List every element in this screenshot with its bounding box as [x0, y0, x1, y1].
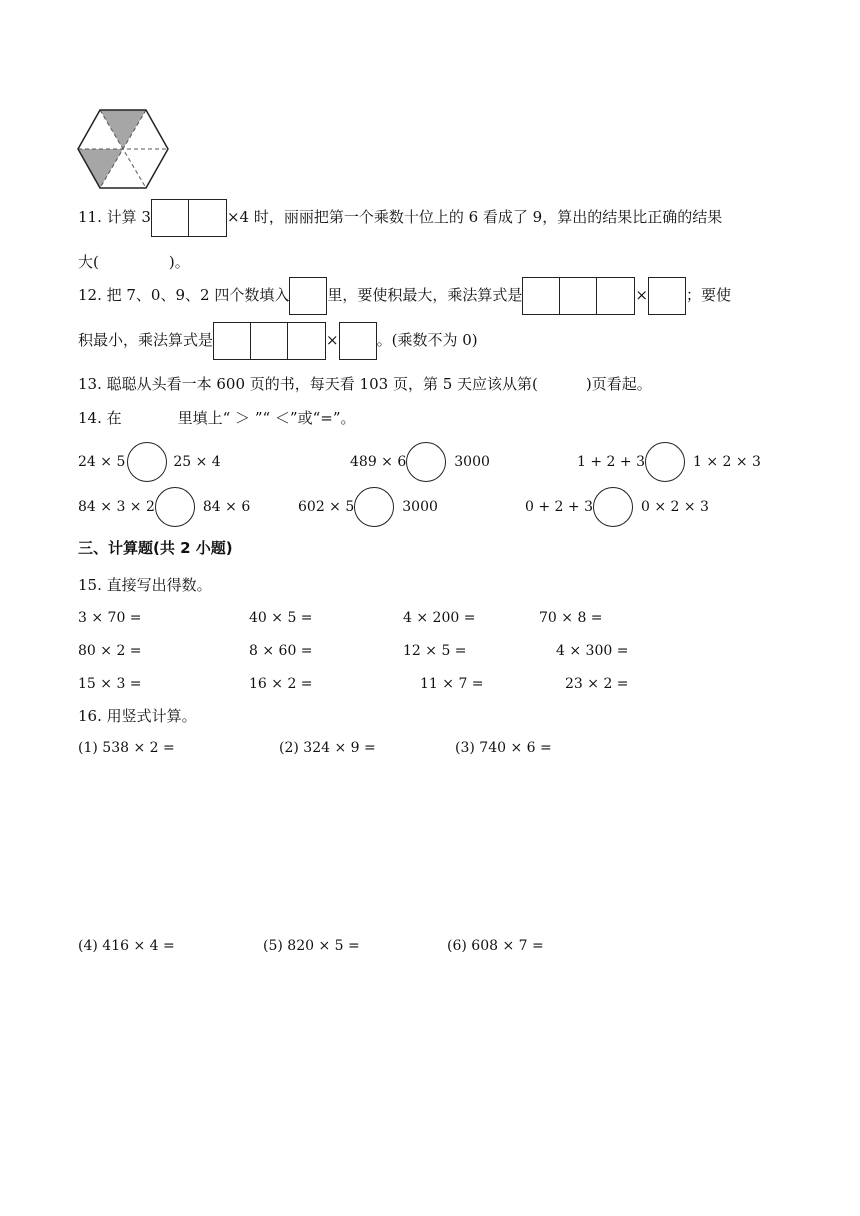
compare-left: 24 × 5 — [78, 454, 126, 470]
compare-right: 3000 — [454, 454, 490, 470]
q11-answer-boxes[interactable] — [151, 199, 227, 237]
q11-blank-close: )。 — [168, 253, 190, 271]
compare-right: 3000 — [402, 499, 438, 515]
q12-sample-box — [289, 277, 327, 315]
q14-text-2: 里填上“ ＞ ”“ ＜”或“=”。 — [177, 409, 356, 427]
vertical-calc-item: (4) 416 × 4 = — [78, 938, 175, 954]
question-11 — [78, 198, 722, 236]
compare-circle[interactable] — [645, 442, 685, 482]
compare-right: 25 × 4 — [173, 454, 221, 470]
vertical-calc-item: (1) 538 × 2 = — [78, 740, 175, 756]
q12-times-sign-1: × — [635, 286, 648, 304]
question-11-line2 — [78, 252, 190, 272]
compare-left: 602 × 5 — [298, 499, 355, 515]
oral-calc-item: 8 × 60 = — [249, 643, 313, 659]
compare-right: 84 × 6 — [202, 499, 251, 515]
compare-circle[interactable] — [354, 487, 394, 527]
q11-suffix: ×4 时，丽丽把第一个乘数十位上的 6 看成了 9，算出的结果比正确的结果 — [226, 208, 723, 226]
shaded-triangle-left — [78, 149, 123, 188]
q13-text-2: )页看起。 — [585, 375, 652, 393]
q12-text-3: ；要使 — [685, 286, 731, 304]
oral-calc-item: 15 × 3 = — [78, 676, 142, 692]
q12-text-4: 积最小，乘法算式是 — [78, 331, 214, 349]
q13-text-1: 13. 聪聪从头看一本 600 页的书，每天看 103 页，第 5 天应该从第( — [78, 375, 538, 393]
compare-item-5 — [298, 487, 438, 527]
shaded-triangle-top — [100, 110, 146, 149]
q11-prefix: 11. 计算 3 — [78, 208, 151, 226]
vertical-calc-item: (6) 608 × 7 = — [447, 938, 544, 954]
q12-text-1: 12. 把 7、0、9、2 四个数填入 — [78, 286, 290, 304]
oral-calc-item: 23 × 2 = — [565, 676, 629, 692]
compare-circle[interactable] — [127, 442, 167, 482]
hexagon-figure — [76, 108, 170, 190]
question-14 — [78, 408, 356, 428]
compare-left: 0 + 2 + 3 — [525, 499, 593, 515]
oral-calc-item: 4 × 300 = — [556, 643, 629, 659]
compare-item-1 — [78, 442, 221, 482]
q14-text-1: 14. 在 — [78, 409, 122, 427]
oral-calc-item: 11 × 7 = — [420, 676, 484, 692]
question-13 — [78, 374, 652, 394]
compare-item-3 — [577, 442, 761, 482]
oral-calc-item: 70 × 8 = — [539, 610, 603, 626]
oral-calc-item: 16 × 2 = — [249, 676, 313, 692]
question-12-line2 — [78, 321, 478, 359]
oral-calc-item: 12 × 5 = — [403, 643, 467, 659]
question-15-title: 15. 直接写出得数。 — [78, 576, 212, 594]
q12-max-multiplicand-boxes[interactable] — [522, 277, 635, 315]
compare-right: 0 × 2 × 3 — [640, 499, 709, 515]
q12-times-sign-2: × — [326, 331, 339, 349]
compare-circle[interactable] — [155, 487, 195, 527]
vertical-calc-item: (2) 324 × 9 = — [279, 740, 376, 756]
vertical-calc-item: (3) 740 × 6 = — [455, 740, 552, 756]
compare-circle[interactable] — [406, 442, 446, 482]
q12-min-multiplier-box[interactable] — [339, 322, 377, 360]
vertical-calc-item: (5) 820 × 5 = — [263, 938, 360, 954]
oral-calc-item: 40 × 5 = — [249, 610, 313, 626]
compare-circle[interactable] — [593, 487, 633, 527]
compare-item-4 — [78, 487, 250, 527]
question-16-title: 16. 用竖式计算。 — [78, 707, 197, 725]
oral-calc-item: 3 × 70 = — [78, 610, 142, 626]
q11-blank-open: 大( — [78, 253, 99, 271]
oral-calc-item: 80 × 2 = — [78, 643, 142, 659]
compare-left: 84 × 3 × 2 — [78, 499, 155, 515]
q12-text-5: 。(乘数不为 0) — [376, 331, 478, 349]
compare-left: 1 + 2 + 3 — [577, 454, 645, 470]
oral-calc-item: 4 × 200 = — [403, 610, 476, 626]
q12-max-multiplier-box[interactable] — [648, 277, 686, 315]
compare-item-6 — [525, 487, 709, 527]
question-12 — [78, 276, 731, 314]
q12-text-2: 里，要使积最大，乘法算式是 — [327, 286, 523, 304]
section-3-heading: 三、计算题(共 2 小题) — [78, 539, 233, 557]
compare-item-2 — [350, 442, 490, 482]
compare-right: 1 × 2 × 3 — [692, 454, 761, 470]
compare-left: 489 × 6 — [350, 454, 407, 470]
q12-min-multiplicand-boxes[interactable] — [213, 322, 326, 360]
